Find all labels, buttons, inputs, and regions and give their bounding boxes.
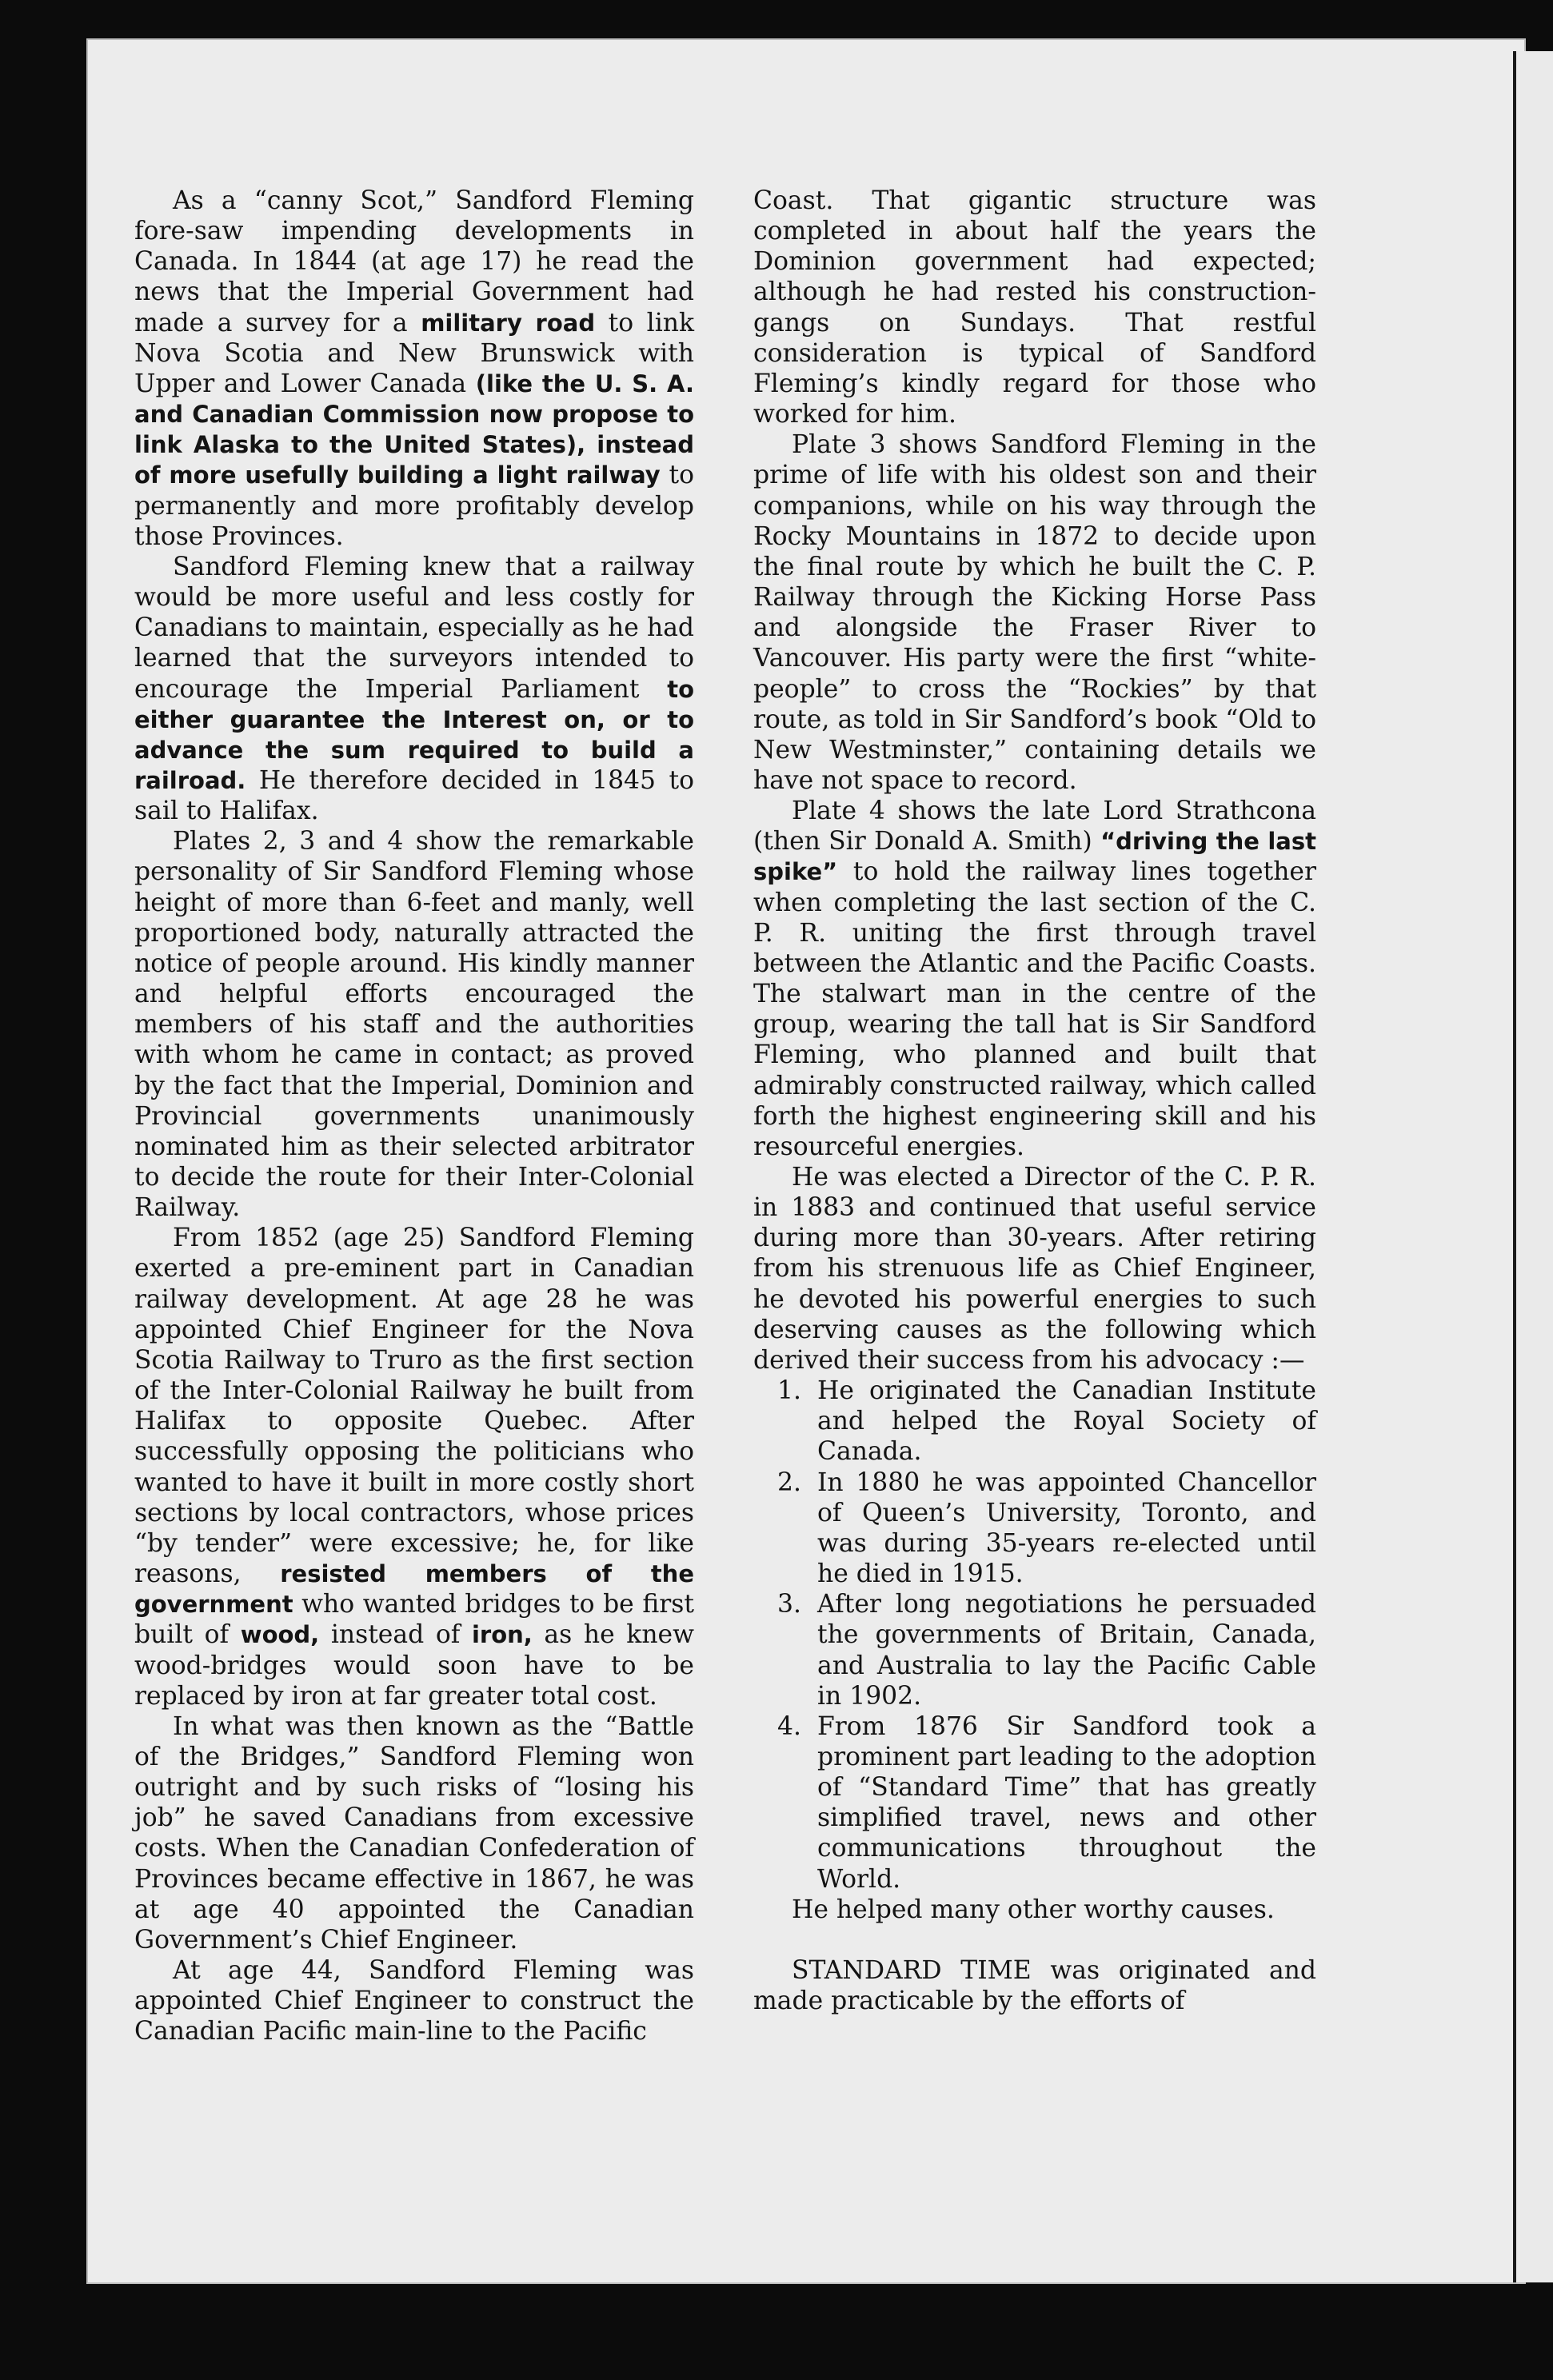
bold-emphasis: (like the U. S. A. and Canadian Commission now propose to link Alaska to the United States), instead of more usefully building a light railway: [134, 369, 694, 489]
section-gap: [753, 1925, 1316, 1955]
achievements-list: [753, 1376, 1316, 1895]
list-number: 3.: [777, 1590, 801, 1619]
left-paragraph: At age 44, Sandford Fleming was appointed Chief Engineer to construct the Canadian Pacific main-line to the Pacific: [134, 1956, 694, 2047]
bold-emphasis: resisted members of the government: [134, 1560, 694, 1619]
right-column: [753, 186, 1316, 2016]
closing-text: STANDARD TIME was originated and made practicable by the efforts of: [753, 1955, 1316, 2016]
right-column-paragraphs: [753, 186, 1316, 1376]
list-number: 4.: [777, 1711, 801, 1741]
bold-emphasis: wood,: [240, 1621, 320, 1649]
bold-emphasis: iron,: [471, 1621, 533, 1649]
adjacent-page-edge: [1513, 51, 1553, 2282]
left-paragraph: From 1852 (age 25) Sandford Fleming exerted a pre-eminent part in Canadian railway development. At age 28 he was appointed Chief Engineer for the Nova Scotia Railway to Truro as the first section of the Inter-Colonial Railway he built from Halifax to opposite Quebec. After successfully opposing the politicians who wanted to have it built in more costly short sections by local contractors, whose prices “by tender” were excessive; he, for like reasons, resisted members of the government who wanted bridges to be first built of wood, instead of iron, as he knew wood-bridges would soon have to be replaced by iron at far greater total cost.: [134, 1224, 694, 1711]
right-paragraph: Plate 4 shows the late Lord Strathcona (then Sir Donald A. Smith) “driving the last spike” to hold the railway lines together when completing the last section of the C. P. R. uniting the first through travel between the Atlantic and the Pacific Coasts. The stalwart man in the centre of the group, wearing the tall hat is Sir Sandford Fleming, who planned and built that admirably constructed railway, which called forth the highest engineering skill and his resourceful energies.: [753, 797, 1317, 1161]
left-paragraph: Plates 2, 3 and 4 show the remarkable personality of Sir Sandford Fleming whose height of more than 6-feet and manly, well proportioned body, naturally attracted the notice of people around. His kindly manner and helpful efforts encouraged the members of his staff and the authorities with whom he came in contact; as proved by the fact that the Imperial, Dominion and Provincial governments unanimously nominated him as their selected arbitrator to decide the route for their Inter-Colonial Railway.: [134, 827, 694, 1223]
list-text: From 1876 Sir Sandford took a prominent part leading to the adoption of “Standard Time” that has greatly simplified travel, news and other communications throughout the World.: [817, 1711, 1316, 1894]
list-text: He originated the Canadian Institute and helped the Royal Society of Canada.: [817, 1376, 1316, 1467]
bold-emphasis: military road: [421, 309, 596, 337]
left-paragraph: Sandford Fleming knew that a railway would be more useful and less costly for Canadians to maintain, especially as he had learned that the surveyors intended to encourage the Imperial Parliament to either guarantee the Interest on, or to advance the sum required to build a railroad. He therefore decided in 1845 to sail to Halifax.: [134, 552, 694, 826]
right-paragraph: Coast. That gigantic structure was completed in about half the years the Dominion government had expected; although he had rested his construction-gangs on Sundays. That restful consideration is typical of Sandford Fleming’s kindly regard for those who worked for him.: [753, 186, 1316, 429]
left-paragraph: In what was then known as the “Battle of the Bridges,” Sandford Fleming won outright and by such risks of “losing his job” he saved Canadians from excessive costs. When the Canadian Confederation of Provinces became effective in 1867, he was at age 40 appointed the Canadian Government’s Chief Engineer.: [134, 1711, 694, 1955]
list-text: In 1880 he was appointed Chancellor of Queen’s University, Toronto, and was during 35-years re-elected until he died in 1915.: [817, 1468, 1316, 1589]
left-column: [134, 186, 694, 2047]
list-number: 2.: [777, 1468, 801, 1497]
after-list-text: He helped many other worthy causes.: [792, 1895, 1275, 1924]
right-paragraph: He was elected a Director of the C. P. R. in 1883 and continued that useful service during more than 30-years. After retiring from his strenuous life as Chief Engineer, he devoted his powerful energies to such deserving causes as the following which derived their success from his advocacy :—: [753, 1163, 1316, 1375]
left-paragraph: As a “canny Scot,” Sandford Fleming fore-saw impending developments in Canada. In 1844 (at age 17) he read the news that the Imperial Government had made a survey for a military road to link Nova Scotia and New Brunswick with Upper and Lower Canada (like the U. S. A. and Canadian Commission now propose to link Alaska to the United States), instead of more usefully building a light railway to permanently and more profitably develop those Provinces.: [134, 186, 694, 551]
list-item: [777, 1589, 1316, 1711]
list-number: 1.: [777, 1376, 801, 1406]
list-item: [777, 1468, 1316, 1590]
list-text: After long negotiations he persuaded the governments of Britain, Canada, and Australia to lay the Pacific Cable in 1902.: [817, 1590, 1316, 1711]
right-paragraph: Plate 3 shows Sandford Fleming in the prime of life with his oldest son and their companions, while on his way through the Rocky Mountains in 1872 to decide upon the final route by which he built the C. P. Railway through the Kicking Horse Pass and alongside the Fraser River to Vancouver. His party were the first “white-people” to cross the “Rockies” by that route, as told in Sir Sandford’s book “Old to New Westminster,” containing details we have not space to record.: [753, 430, 1316, 795]
bold-emphasis: to either guarantee the Interest on, or to advance the sum required to build a railroad.: [134, 675, 694, 794]
list-item: [777, 1376, 1316, 1467]
bold-emphasis: “driving the last spike”: [753, 828, 1317, 886]
list-item: [777, 1711, 1316, 1895]
